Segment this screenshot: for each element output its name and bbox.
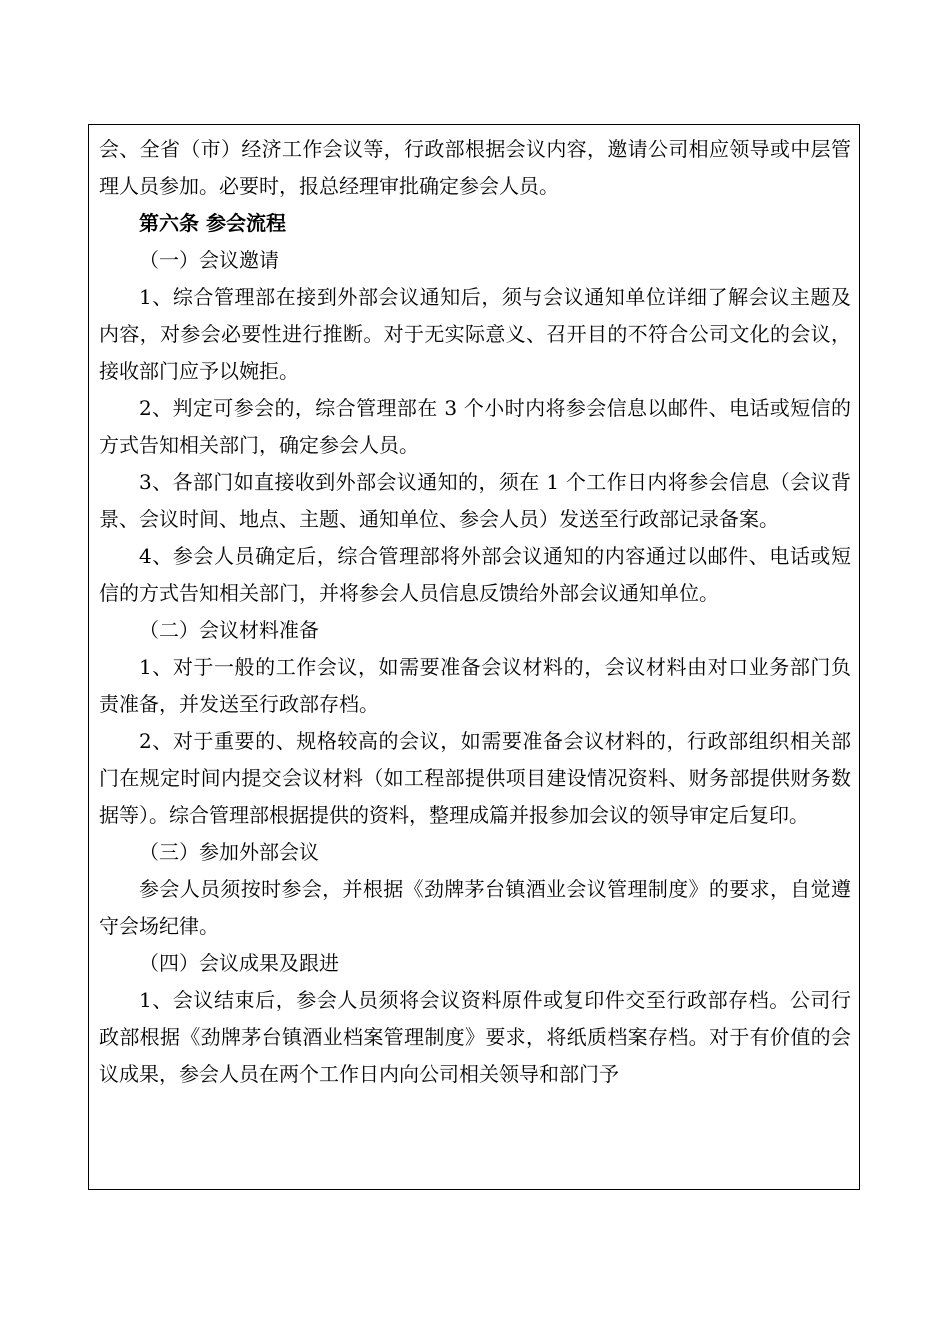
paragraph-attend-rules: 参会人员须按时参会，并根据《劲牌茅台镇酒业会议管理制度》的要求，自觉遵守会场纪律。	[99, 877, 851, 938]
paragraph-invitation-item-3: 3、各部门如直接收到外部会议通知的，须在 1 个工作日内将参会信息（会议背景、会议时间、地点、主题、通知单位、参会人员）发送至行政部记录备案。	[99, 470, 851, 531]
paragraph-materials-item-2: 2、对于重要的、规格较高的会议，如需要准备会议材料的，行政部组织相关部门在规定时间内提交会议材料（如工程部提供项目建设情况资料、财务部提供财务数据等）。综合管理部根据提供的资料，整理成篇并报参加会议的领导审定后复印。	[99, 729, 851, 827]
paragraph-continuation: 会、全省（市）经济工作会议等，行政部根据会议内容，邀请公司相应领导或中层管理人员参加。必要时，报总经理审批确定参会人员。	[99, 137, 851, 198]
subsection-heading-attend-meeting: （三）参加外部会议	[139, 840, 319, 864]
paragraph-invitation-item-1: 1、综合管理部在接到外部会议通知后，须与会议通知单位详细了解会议主题及内容，对参会必要性进行推断。对于无实际意义、召开目的不符合公司文化的会议，接收部门应予以婉拒。	[99, 285, 851, 383]
document-frame	[88, 124, 860, 1190]
section-heading-article-6: 第六条 参会流程	[139, 211, 286, 235]
subsection-heading-meeting-invitation: （一）会议邀请	[139, 248, 279, 272]
subsection-heading-results-follow-up: （四）会议成果及跟进	[139, 951, 339, 975]
subsection-heading-materials-preparation: （二）会议材料准备	[139, 618, 319, 642]
paragraph-materials-item-1: 1、对于一般的工作会议，如需要准备会议材料的，会议材料由对口业务部门负责准备，并发送至行政部存档。	[99, 655, 851, 716]
paragraph-results-item-1: 1、会议结束后，参会人员须将会议资料原件或复印件交至行政部存档。公司行政部根据《劲牌茅台镇酒业档案管理制度》要求，将纸质档案存档。对于有价值的会议成果，参会人员在两个工作日内向公司相关领导和部门予	[99, 988, 851, 1086]
paragraph-invitation-item-4: 4、参会人员确定后，综合管理部将外部会议通知的内容通过以邮件、电话或短信的方式告知相关部门，并将参会人员信息反馈给外部会议通知单位。	[99, 544, 851, 605]
document-body	[99, 131, 851, 1093]
paragraph-invitation-item-2: 2、判定可参会的，综合管理部在 3 个小时内将参会信息以邮件、电话或短信的方式告知相关部门，确定参会人员。	[99, 396, 851, 457]
